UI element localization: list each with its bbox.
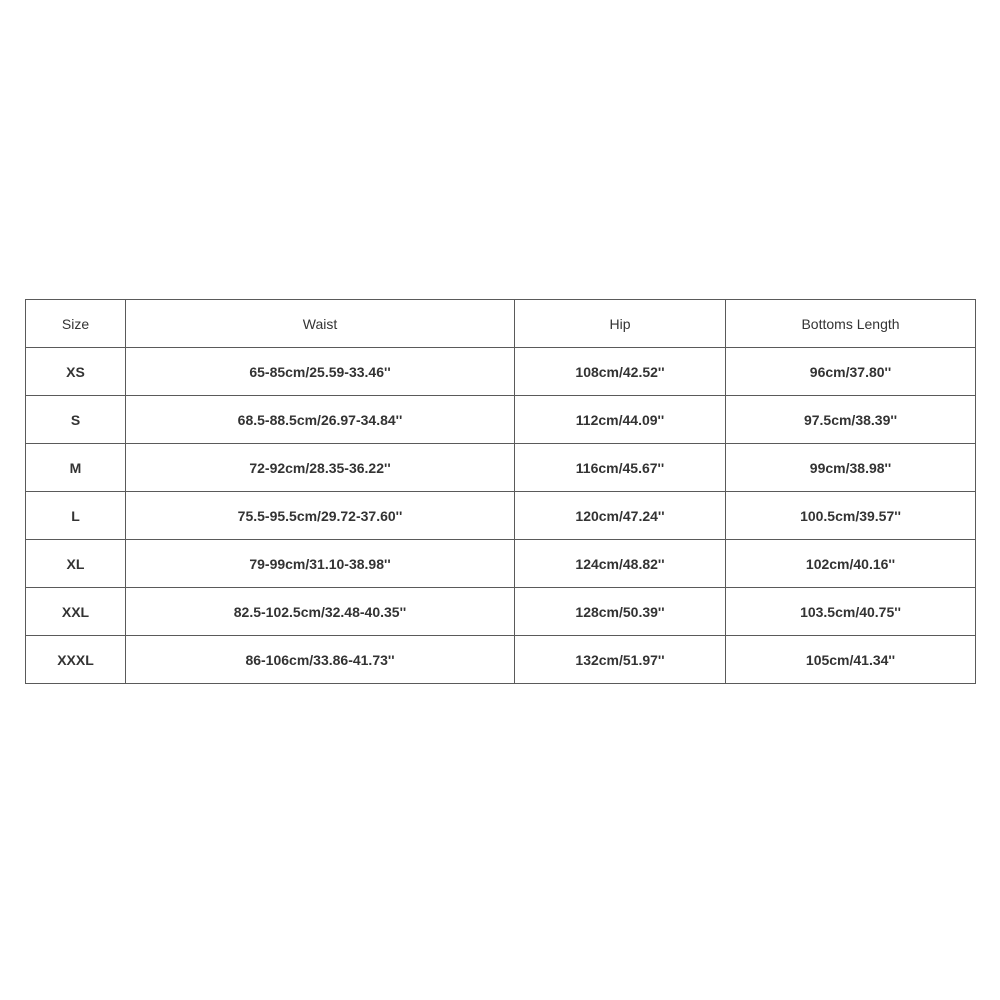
waist-cell: 65-85cm/25.59-33.46'' xyxy=(126,348,515,396)
size-cell: S xyxy=(26,396,126,444)
waist-cell: 86-106cm/33.86-41.73'' xyxy=(126,636,515,684)
length-cell: 102cm/40.16'' xyxy=(726,540,976,588)
table-row xyxy=(26,396,976,444)
size-cell: XS xyxy=(26,348,126,396)
hip-cell: 124cm/48.82'' xyxy=(515,540,726,588)
table-row xyxy=(26,636,976,684)
hip-cell: 132cm/51.97'' xyxy=(515,636,726,684)
length-cell: 96cm/37.80'' xyxy=(726,348,976,396)
length-cell: 105cm/41.34'' xyxy=(726,636,976,684)
header-hip: Hip xyxy=(515,300,726,348)
hip-cell: 116cm/45.67'' xyxy=(515,444,726,492)
waist-cell: 75.5-95.5cm/29.72-37.60'' xyxy=(126,492,515,540)
size-cell: XXXL xyxy=(26,636,126,684)
hip-cell: 108cm/42.52'' xyxy=(515,348,726,396)
length-cell: 100.5cm/39.57'' xyxy=(726,492,976,540)
length-cell: 99cm/38.98'' xyxy=(726,444,976,492)
size-cell: L xyxy=(26,492,126,540)
header-waist: Waist xyxy=(126,300,515,348)
header-row xyxy=(26,300,976,348)
waist-cell: 82.5-102.5cm/32.48-40.35'' xyxy=(126,588,515,636)
hip-cell: 112cm/44.09'' xyxy=(515,396,726,444)
length-cell: 103.5cm/40.75'' xyxy=(726,588,976,636)
table-row xyxy=(26,492,976,540)
table-row xyxy=(26,588,976,636)
table-row xyxy=(26,444,976,492)
size-cell: XXL xyxy=(26,588,126,636)
header-bottoms-length: Bottoms Length xyxy=(726,300,976,348)
size-cell: XL xyxy=(26,540,126,588)
waist-cell: 79-99cm/31.10-38.98'' xyxy=(126,540,515,588)
waist-cell: 68.5-88.5cm/26.97-34.84'' xyxy=(126,396,515,444)
hip-cell: 128cm/50.39'' xyxy=(515,588,726,636)
table-row xyxy=(26,540,976,588)
size-chart-table xyxy=(25,299,976,684)
hip-cell: 120cm/47.24'' xyxy=(515,492,726,540)
table-row xyxy=(26,348,976,396)
length-cell: 97.5cm/38.39'' xyxy=(726,396,976,444)
size-cell: M xyxy=(26,444,126,492)
waist-cell: 72-92cm/28.35-36.22'' xyxy=(126,444,515,492)
header-size: Size xyxy=(26,300,126,348)
